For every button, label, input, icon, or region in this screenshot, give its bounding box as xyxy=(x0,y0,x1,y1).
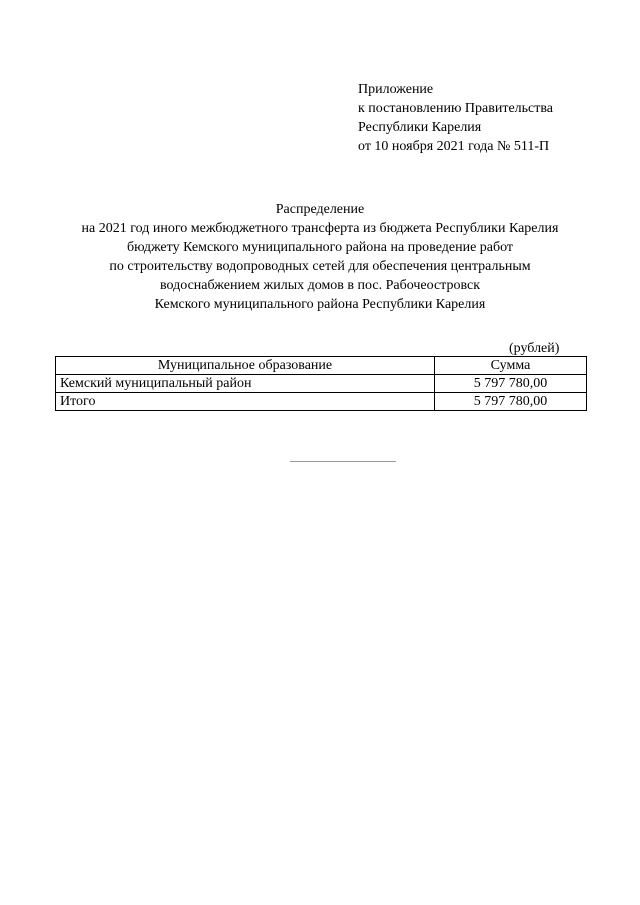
distribution-table xyxy=(55,356,587,411)
heading-line: Кемского муниципального района Республики Карелия xyxy=(154,297,486,312)
total-label-cell: Итого xyxy=(56,393,435,411)
heading-line: по строительству водопроводных сетей для обеспечения центральным xyxy=(109,259,531,274)
appendix-block xyxy=(358,80,553,156)
appendix-republic: Республики Карелия xyxy=(358,120,482,135)
appendix-resolution: к постановлению Правительства xyxy=(358,101,554,116)
appendix-date-number: от 10 ноября 2021 года № 511-П xyxy=(358,139,550,154)
appendix-title: Приложение xyxy=(358,82,434,97)
municipality-cell: Кемский муниципальный район xyxy=(56,375,435,393)
total-sum-cell: 5 797 780,00 xyxy=(435,393,587,411)
column-header-municipality: Муниципальное образование xyxy=(56,357,435,375)
table-row xyxy=(56,375,587,393)
table-row-total xyxy=(56,393,587,411)
column-header-sum: Сумма xyxy=(435,357,587,375)
heading-line: на 2021 год иного межбюджетного трансферта из бюджета Республики Карелия xyxy=(81,221,559,236)
sum-cell: 5 797 780,00 xyxy=(435,375,587,393)
heading-line: водоснабжением жилых домов в пос. Рабочеостровск xyxy=(160,278,480,293)
heading-line: бюджету Кемского муниципального района на проведение работ xyxy=(126,240,514,255)
heading-title: Распределение xyxy=(275,202,365,217)
document-heading xyxy=(40,200,600,314)
end-separator-line xyxy=(290,461,396,462)
table-header-row xyxy=(56,357,587,375)
currency-unit: (рублей) xyxy=(509,341,560,356)
